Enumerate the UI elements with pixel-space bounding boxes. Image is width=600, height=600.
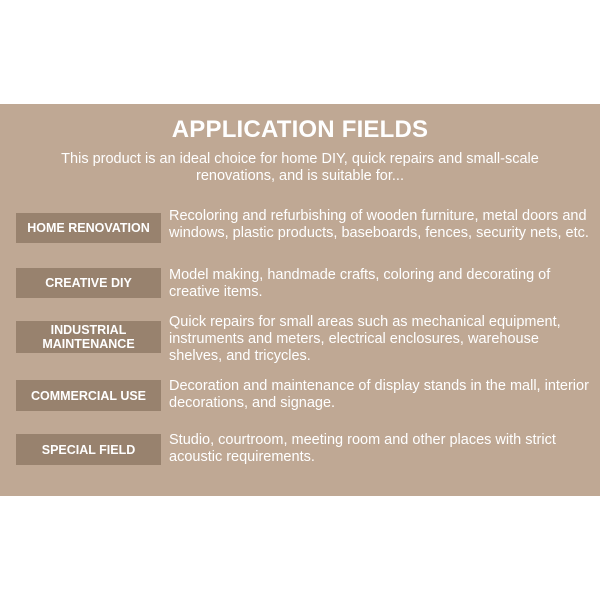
field-description-creative-diy: Model making, handmade crafts, coloring and decorating of creative items.	[169, 267, 551, 300]
field-description-home-renovation: Recoloring and refurbishing of wooden furniture, metal doors and windows, plastic products, baseboards, fences, security nets, etc.	[169, 208, 589, 241]
field-description-commercial-use: Decoration and maintenance of display stands in the mall, interior decorations, and signage.	[169, 378, 589, 411]
field-label-commercial-use: COMMERCIAL USE	[16, 380, 161, 411]
field-label-special-field: SPECIAL FIELD	[16, 434, 161, 465]
field-description-industrial-maintenance: Quick repairs for small areas such as mechanical equipment, instruments and meters, electrical enclosures, warehouse shelves, and tricycles.	[169, 314, 561, 364]
field-label-home-renovation: HOME RENOVATION	[16, 213, 161, 243]
panel-title: APPLICATION FIELDS	[171, 116, 429, 143]
application-fields-panel	[0, 104, 600, 496]
intro-text: This product is an ideal choice for home DIY, quick repairs and small-scale renovations, and is suitable for...	[61, 151, 539, 184]
field-label-creative-diy: CREATIVE DIY	[16, 268, 161, 298]
field-label-industrial-maintenance: INDUSTRIAL MAINTENANCE	[16, 321, 161, 353]
field-description-special-field: Studio, courtroom, meeting room and other places with strict acoustic requirements.	[169, 432, 556, 465]
